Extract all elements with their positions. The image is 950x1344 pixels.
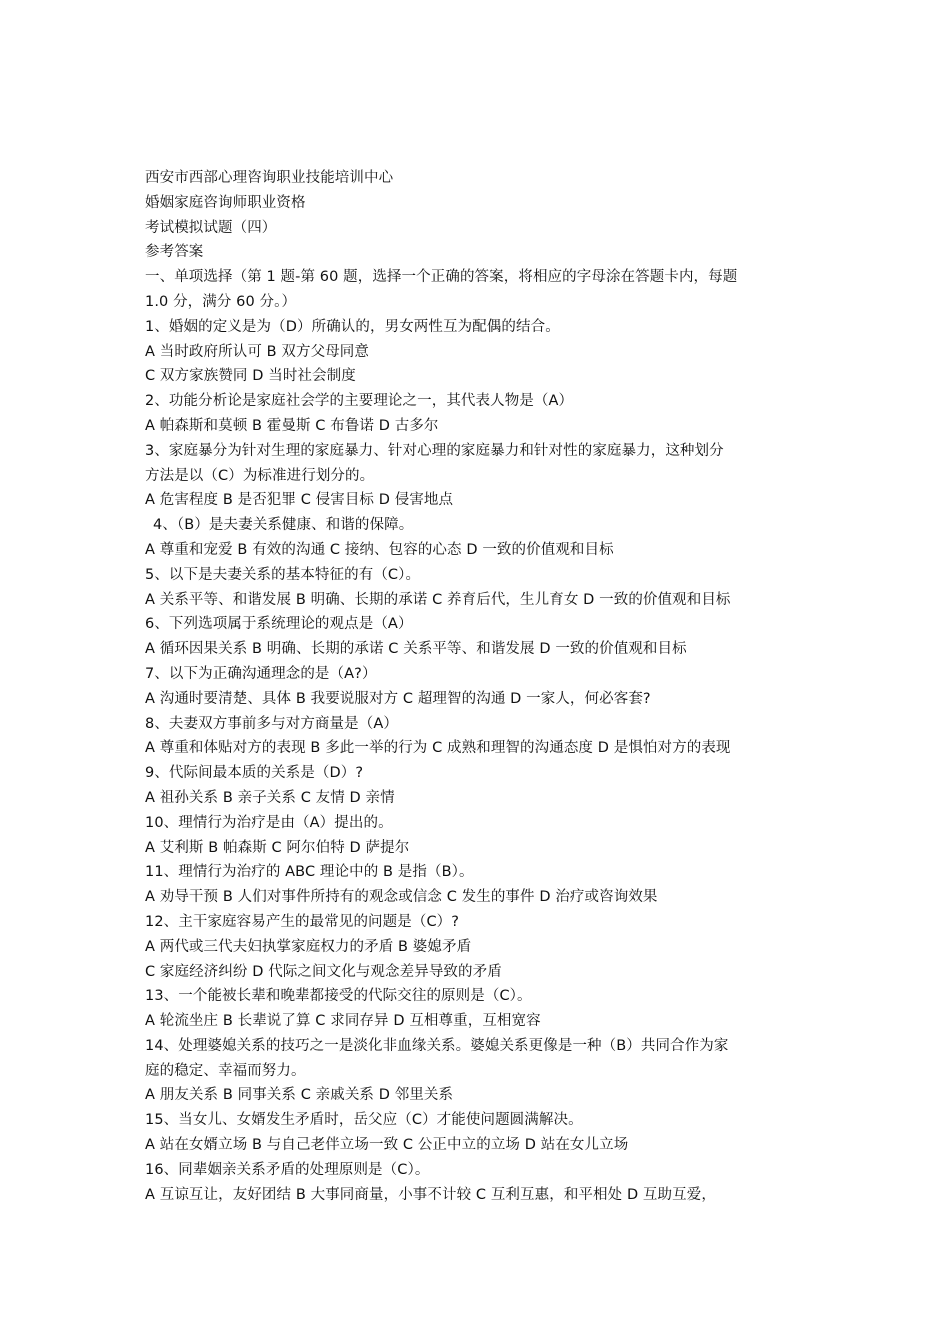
org-title: 西安市西部心理咨询职业技能培训中心 [145,170,394,186]
question-2: 2、功能分析论是家庭社会学的主要理论之一，其代表人物是（A） [145,393,574,410]
question-10: 10、理情行为治疗是由（A）提出的。 [145,814,393,831]
question-1-options-ab: A 当时政府所认可 B 双方父母同意 [145,343,369,360]
question-4: 4、（B）是夫妻关系健康、和谐的保障。 [153,517,414,534]
question-15-options: A 站在女婿立场 B 与自己老伴立场一致 C 公正中立的立场 D 站在女儿立场 [145,1137,629,1154]
question-9: 9、代际间最本质的关系是（D）? [145,765,364,782]
section-instructions: 一、单项选择（第 1 题-第 60 题，选择一个正确的答案，将相应的字母涂在答题卡内，每题 [145,269,738,286]
question-8-options: A 尊重和体贴对方的表现 B 多此一举的行为 C 成熟和理智的沟通态度 D 是惧怕对方的表现 [145,740,731,757]
question-11: 11、理情行为治疗的 ABC 理论中的 B 是指（B）。 [145,864,474,881]
section-instructions-cont: 1.0 分，满分 60 分。） [145,293,297,310]
question-1-options-cd: C 双方家族赞同 D 当时社会制度 [145,368,356,385]
question-3: 3、家庭暴分为针对生理的家庭暴力、针对心理的家庭暴力和针对性的家庭暴力，这种划分 [145,442,724,459]
question-1: 1、婚姻的定义是为（D）所确认的，男女两性互为配偶的结合。 [145,318,560,335]
question-16: 16、同辈姻亲关系矛盾的处理原则是（C）。 [145,1161,430,1178]
document-body [145,166,810,1207]
question-2-options: A 帕森斯和莫顿 B 霍曼斯 C 布鲁诺 D 古多尔 [145,417,439,434]
qualification-title: 婚姻家庭咨询师职业资格 [145,194,306,211]
question-3-cont: 方法是以（C）为标准进行划分的。 [145,467,375,484]
question-4-options: A 尊重和宠爱 B 有效的沟通 C 接纳、包容的心态 D 一致的价值观和目标 [145,541,614,558]
question-14-options: A 朋友关系 B 同事关系 C 亲戚关系 D 邻里关系 [145,1087,454,1104]
question-12-options-ab: A 两代或三代夫妇执掌家庭权力的矛盾 B 婆媳矛盾 [145,938,472,955]
question-12-options-cd: C 家庭经济纠纷 D 代际之间文化与观念差异导致的矛盾 [145,963,502,980]
exam-title: 考试模拟试题（四） [145,219,277,236]
question-14-cont: 庭的稳定、幸福而努力。 [145,1062,306,1079]
question-5-options: A 关系平等、和谐发展 B 明确、长期的承诺 C 养育后代，生儿育女 D 一致的价值观和目标 [145,591,731,608]
question-9-options: A 祖孙关系 B 亲子关系 C 友情 D 亲情 [145,789,395,806]
question-3-options: A 危害程度 B 是否犯罪 C 侵害目标 D 侵害地点 [145,492,454,509]
answer-key-heading: 参考答案 [145,244,204,261]
question-11-options: A 劝导干预 B 人们对事件所持有的观念或信念 C 发生的事件 D 治疗或咨询效果 [145,889,658,906]
question-8: 8、夫妻双方事前多与对方商量是（A） [145,715,398,732]
question-7: 7、以下为正确沟通理念的是（A?） [145,665,377,682]
question-16-options: A 互谅互让，友好团结 B 大事同商量，小事不计较 C 互利互惠，和平相处 D 互助互爱， [145,1186,716,1203]
question-6-options: A 循环因果关系 B 明确、长期的承诺 C 关系平等、和谐发展 D 一致的价值观和目标 [145,641,687,658]
question-13-options: A 轮流坐庄 B 长辈说了算 C 求同存异 D 互相尊重，互相宽容 [145,1013,541,1030]
question-15: 15、当女儿、女婿发生矛盾时，岳父应（C）才能使问题圆满解决。 [145,1112,583,1129]
question-5: 5、以下是夫妻关系的基本特征的有（C）。 [145,566,421,583]
question-10-options: A 艾利斯 B 帕森斯 C 阿尔伯特 D 萨提尔 [145,839,410,856]
question-13: 13、一个能被长辈和晚辈都接受的代际交往的原则是（C）。 [145,988,532,1005]
question-6: 6、下列选项属于系统理论的观点是（A） [145,616,413,633]
question-14: 14、处理婆媳关系的技巧之一是淡化非血缘关系。婆媳关系更像是一种（B）共同合作为家 [145,1037,729,1054]
question-7-options: A 沟通时要清楚、具体 B 我要说服对方 C 超理智的沟通 D 一家人，何必客套? [145,690,651,707]
question-12: 12、主干家庭容易产生的最常见的问题是（C）? [145,913,460,930]
